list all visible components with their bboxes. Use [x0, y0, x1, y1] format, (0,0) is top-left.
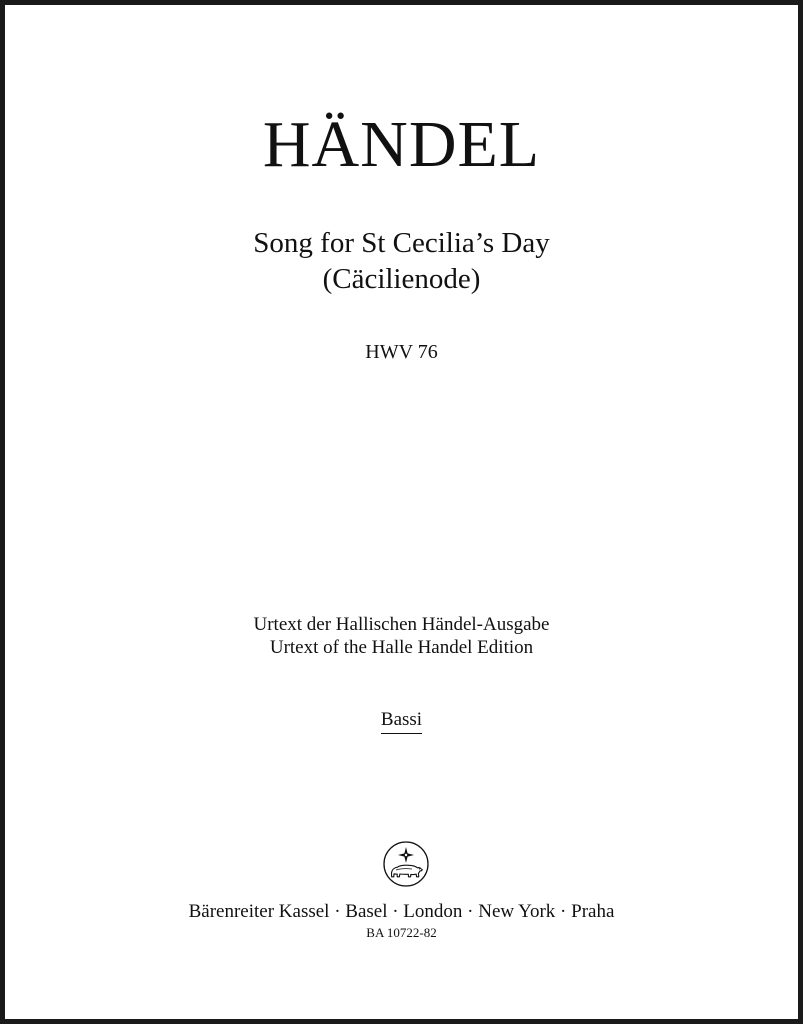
part-label-container — [5, 709, 798, 734]
work-title: Song for St Cecilia’s Day — [253, 227, 550, 259]
order-number: BA 10722-82 — [366, 925, 437, 940]
composer-name: HÄNDEL — [262, 108, 541, 181]
edition-line-german: Urtext der Hallischen Händel-Ausgabe — [253, 614, 550, 635]
edition-line-english: Urtext of the Halle Handel Edition — [269, 637, 534, 658]
bear-star-emblem-icon — [382, 840, 430, 888]
work-subtitle: (Cäcilienode) — [322, 263, 481, 295]
catalog-number: HWV 76 — [365, 341, 438, 363]
publisher-line: Bärenreiter Kassel · Basel · London · New York · Praha — [188, 901, 615, 922]
part-label: Bassi — [381, 709, 422, 734]
